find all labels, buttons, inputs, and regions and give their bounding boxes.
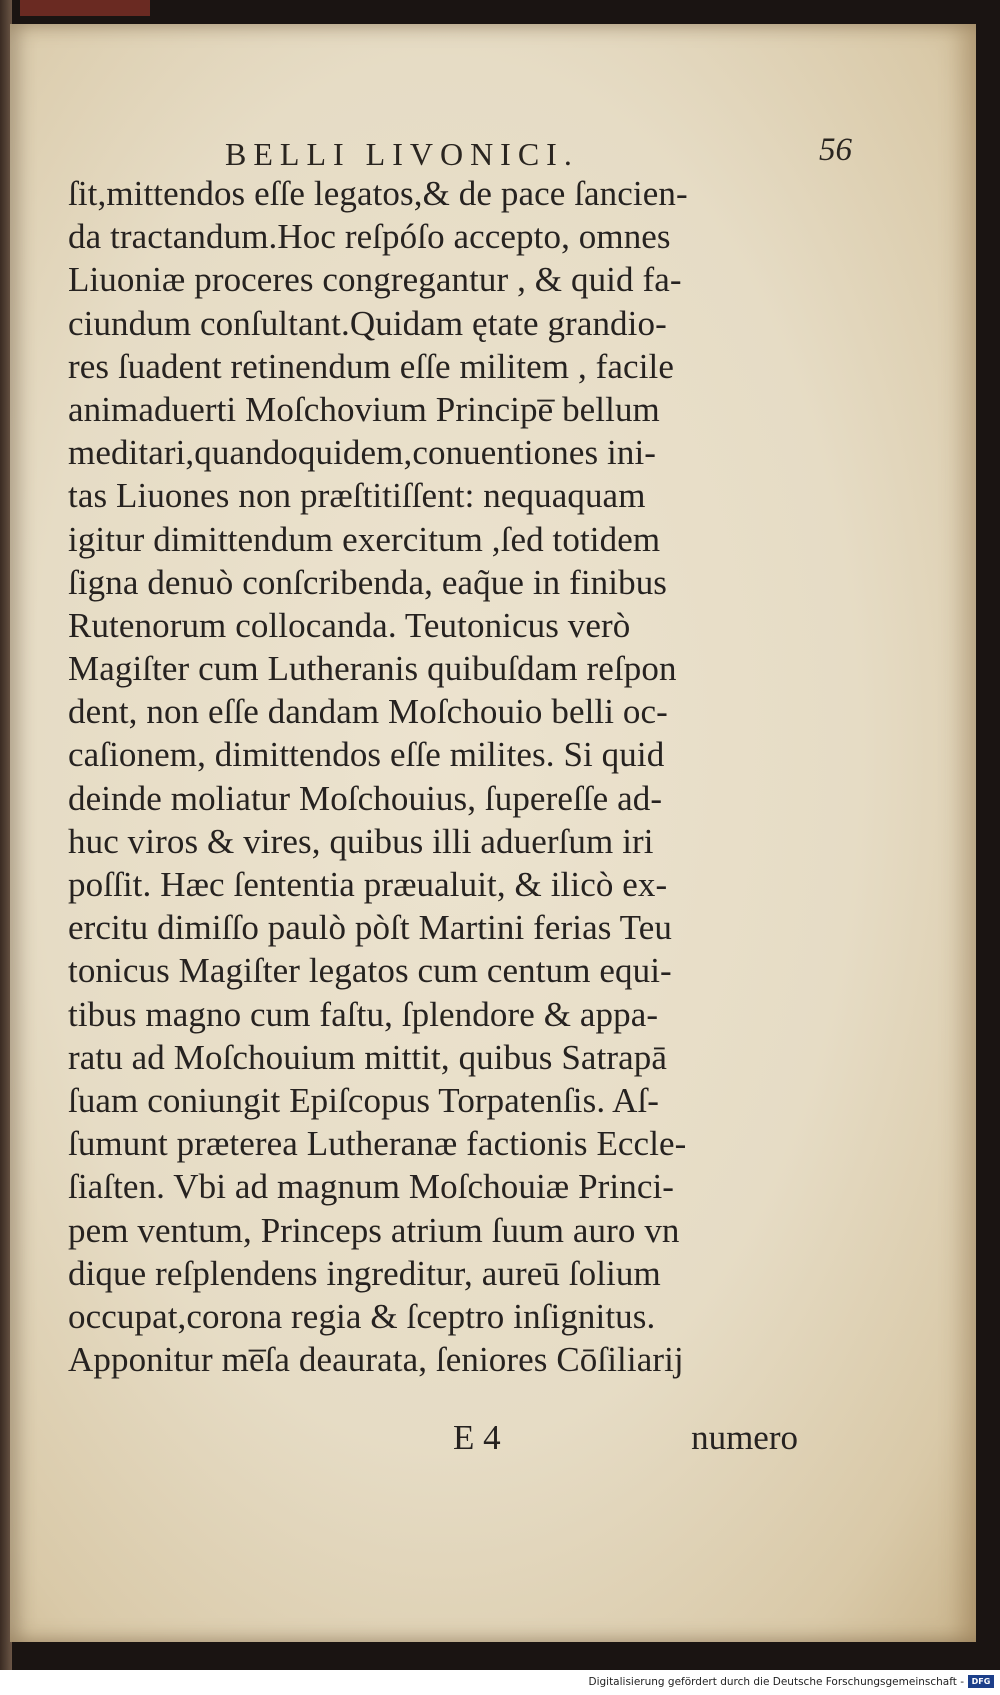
text-line: tas Liuones non præſtitiſſent: nequaquam	[68, 476, 646, 516]
text-line: deinde moliatur Moſchouius, ſupereſſe ad-	[68, 778, 663, 818]
text-line: ſumunt præterea Lutheranæ factionis Eccle-	[68, 1124, 687, 1164]
text-line: igitur dimittendum exercitum ,ſed totidem	[68, 519, 661, 559]
text-line: poſſit. Hæc ſententia præualuit, & ilicò ex-	[68, 865, 668, 904]
text-line: animaduerti Moſchovium Principe̅ bellum	[68, 389, 660, 429]
text-line: Liuoniæ proceres congregantur , & quid fa-	[68, 260, 682, 300]
binding-tab	[20, 0, 150, 16]
text-line: meditari,quandoquidem,conuentiones ini-	[68, 433, 657, 473]
page-footer	[68, 1414, 798, 1464]
text-line: da tractandum.Hoc reſpóſo accepto, omnes	[68, 217, 671, 257]
text-line: ciundum conſultant.Quidam ętate grandio-	[68, 303, 667, 343]
text-line: occupat,corona regia & ſceptro inſignitus.	[68, 1296, 656, 1336]
text-line: res ſuadent retinendum eſſe militem , facile	[68, 346, 674, 386]
text-line: tibus magno cum faſtu, ſplendore & appa-	[68, 994, 659, 1034]
text-line: dent, non eſſe dandam Moſchouio belli oc-	[68, 692, 668, 732]
signature-mark: E 4	[453, 1418, 501, 1457]
text-line: dique reſplendens ingreditur, aureū ſolium	[68, 1253, 661, 1293]
dfg-logo: DFG	[968, 1675, 994, 1688]
text-line: ercitu dimiſſo paulò pòſt Martini ferias Teu	[68, 908, 672, 948]
text-line: Rutenorum collocanda. Teutonicus verò	[68, 605, 631, 645]
text-line: ſit,mittendos eſſe legatos,& de pace ſancien-	[68, 174, 688, 213]
text-line: ratu ad Moſchouium mittit, quibus Satrapā	[68, 1037, 668, 1077]
page-header	[65, 112, 880, 172]
text-line: caſionem, dimittendos eſſe milites. Si quid	[68, 735, 665, 775]
page-number: 56	[819, 132, 852, 168]
credit-bar	[0, 1670, 1000, 1695]
text-line: ſiaſten. Vbi ad magnum Moſchouiæ Princi-	[68, 1167, 675, 1207]
text-line: tonicus Magiſter legatos cum centum equi-	[68, 951, 672, 991]
book-page	[10, 24, 976, 1642]
text-line: pem ventum, Princeps atrium ſuum auro vn	[68, 1210, 680, 1250]
text-line: Magiſter cum Lutheranis quibuſdam reſpon	[68, 649, 677, 689]
funding-credit: Digitalisierung gefördert durch die Deutsche Forschungsgemeinschaft -	[588, 1676, 964, 1688]
text-line: Apponitur me̅ſa deaurata, ſeniores Cōſiliarij	[68, 1340, 684, 1380]
running-title: BELLI LIVONICI.	[225, 136, 579, 172]
text-line: ſuam coniungit Epiſcopus Torpatenſis. Aſ-	[68, 1080, 660, 1120]
body-text	[68, 172, 798, 1381]
catchword: numero	[691, 1418, 798, 1457]
text-line: huc viros & vires, quibus illi aduerſum iri	[68, 821, 654, 861]
text-line: ſigna denuò conſcribenda, eaq̃ue in finibus	[68, 562, 668, 602]
